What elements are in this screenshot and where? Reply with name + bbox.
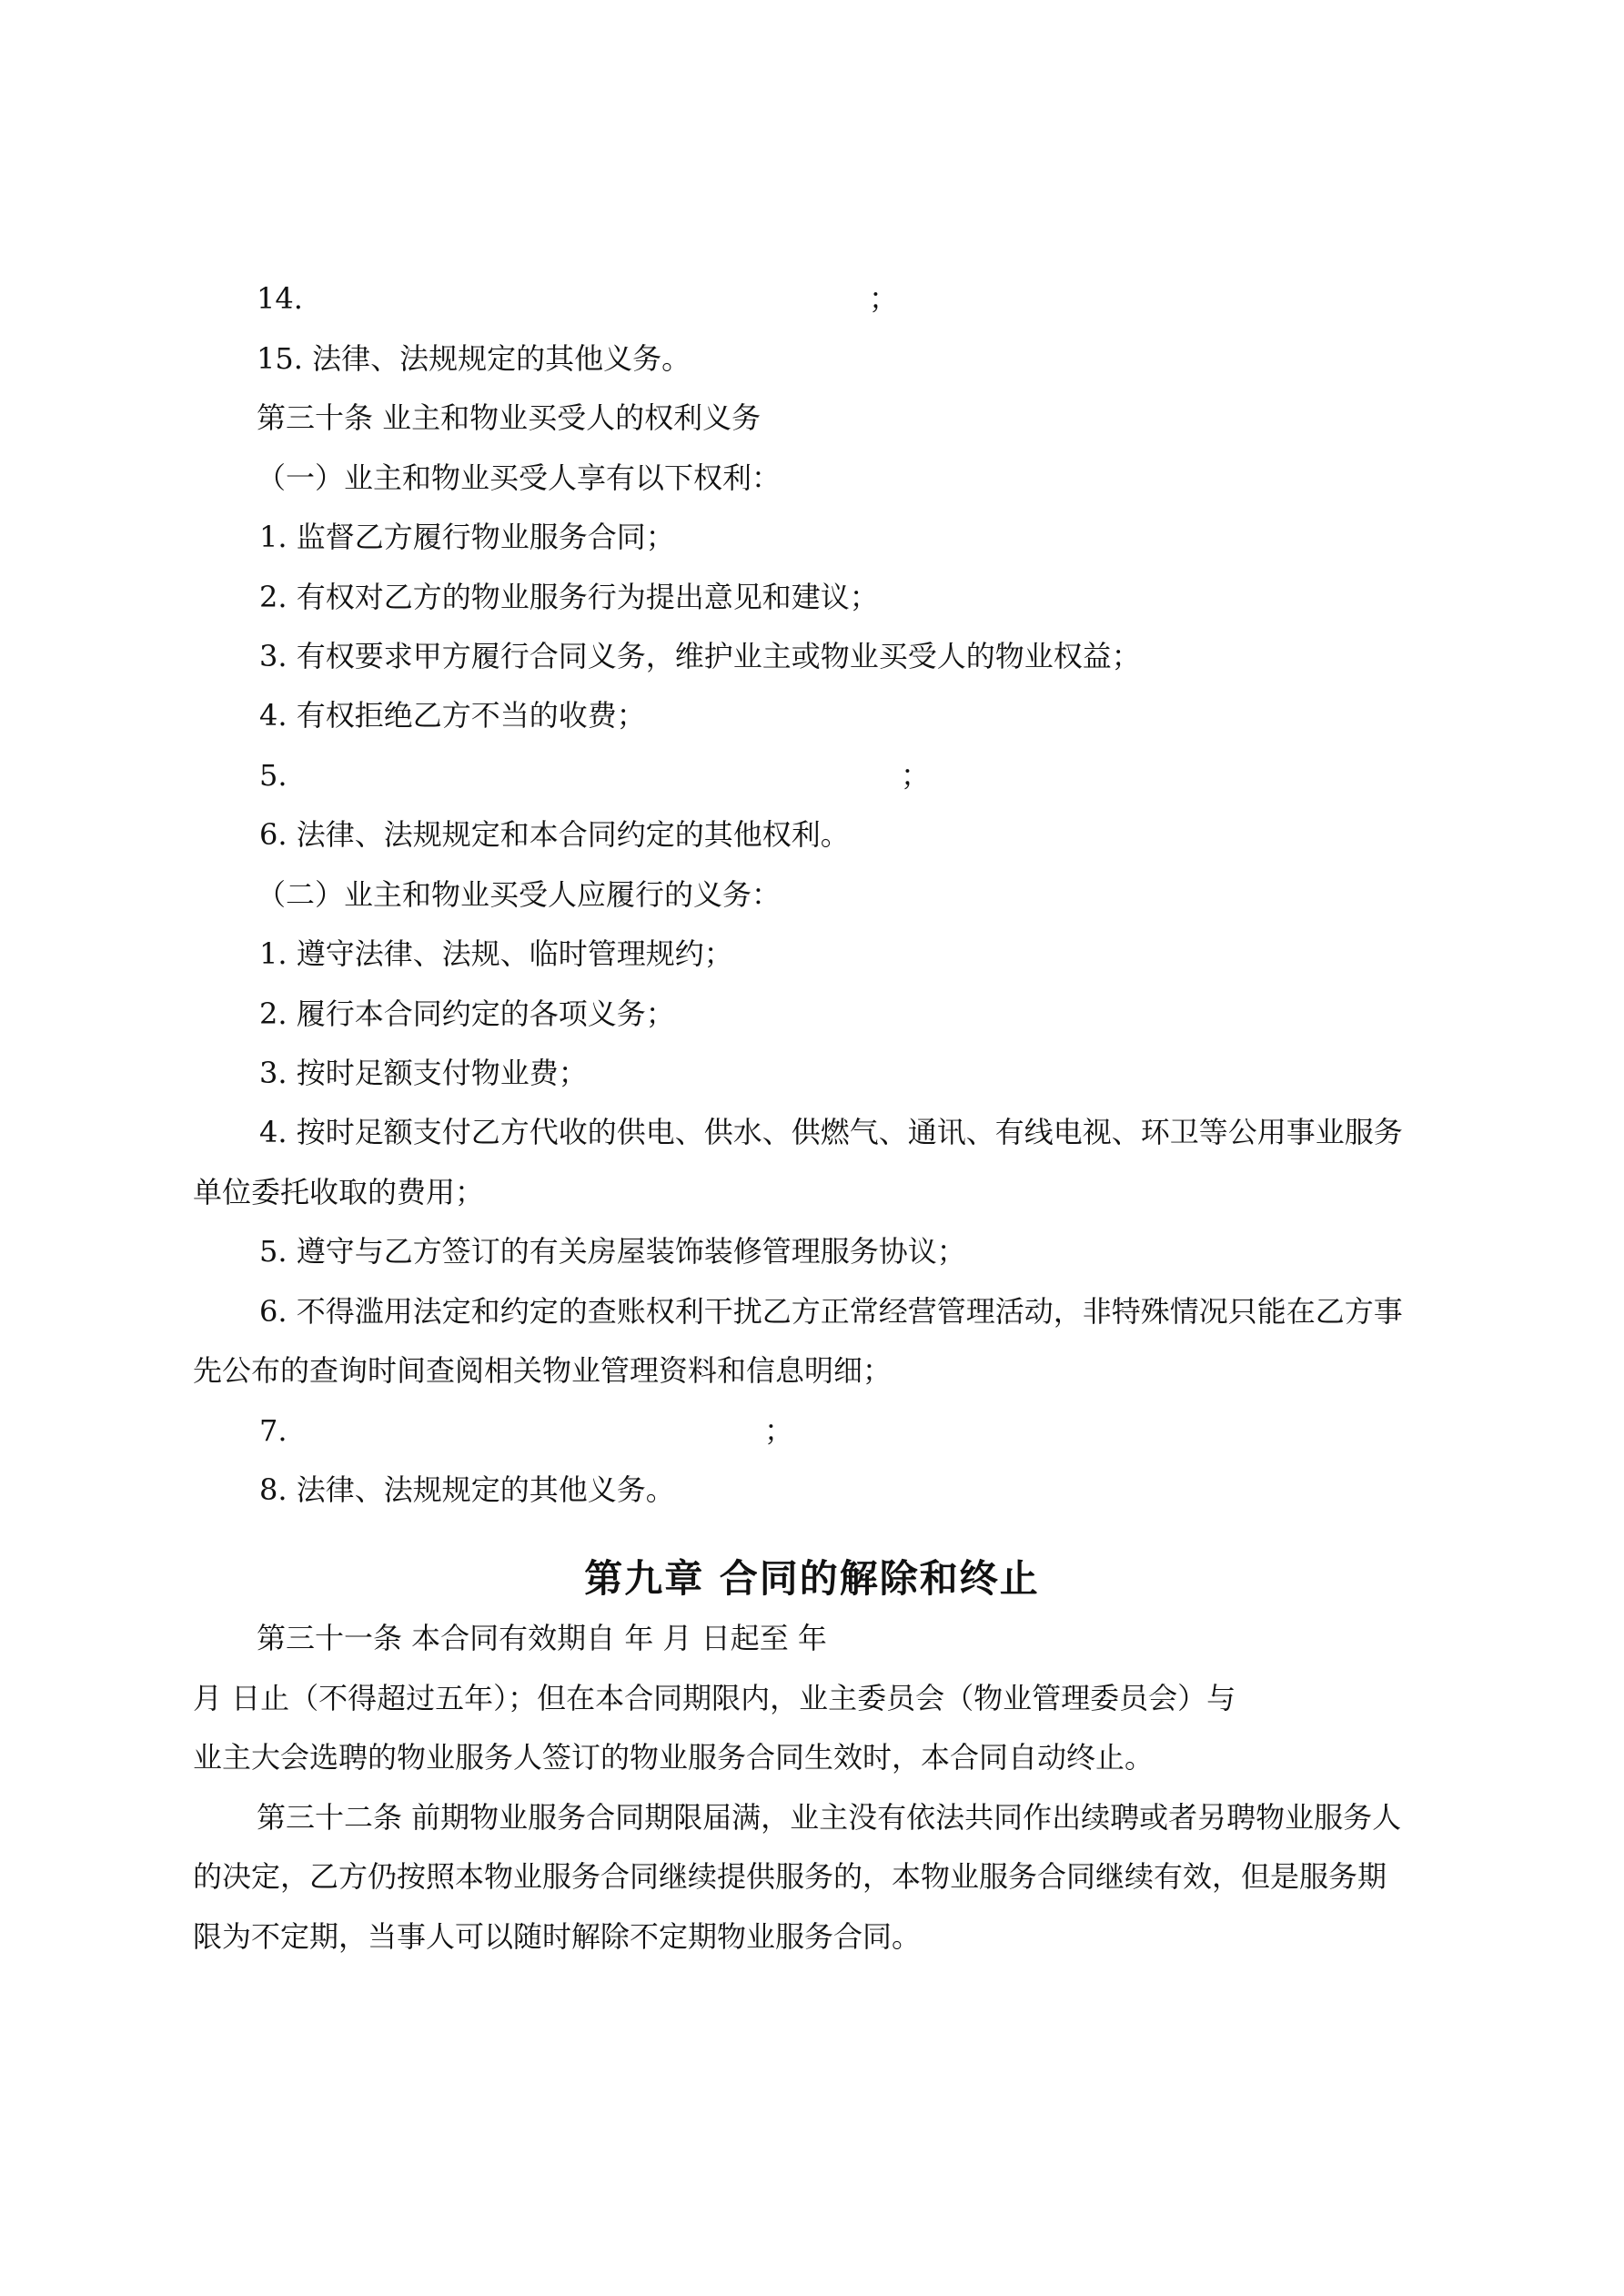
duty-5: 5. 遵守与乙方签订的有关房屋装饰装修管理服务协议；	[259, 1234, 966, 1269]
right-1: 1. 监督乙方履行物业服务合同；	[259, 520, 675, 554]
article-31-line-3: 业主大会选聘的物业服务人签订的物业服务合同生效时，本合同自动终止。	[193, 1740, 1155, 1775]
right-3: 3. 有权要求甲方履行合同义务，维护业主或物业买受人的物业权益；	[259, 639, 1141, 673]
duty-3: 3. 按时足额支付物业费；	[259, 1056, 588, 1090]
article-32-line-3: 限为不定期，当事人可以随时解除不定期物业服务合同。	[193, 1919, 922, 1954]
duty-7-semicolon: ；	[764, 1413, 794, 1448]
article-32-line-2: 的决定，乙方仍按照本物业服务合同继续提供服务的，本物业服务合同继续有效，但是服务期	[193, 1859, 1387, 1894]
duty-1: 1. 遵守法律、法规、临时管理规约；	[259, 936, 733, 971]
article-31-line-2: 月 日止（不得超过五年）；但在本合同期限内，业主委员会（物业管理委员会）与	[193, 1681, 1236, 1715]
right-5-semicolon: ；	[901, 758, 931, 793]
duties-heading: （二）业主和物业买受人应履行的义务：	[257, 877, 782, 912]
right-2: 2. 有权对乙方的物业服务行为提出意见和建议；	[259, 580, 879, 614]
duty-6-line-1: 6. 不得滥用法定和约定的查账权利干扰乙方正常经营管理活动，非特殊情况只能在乙方事	[259, 1294, 1403, 1329]
chapter-9-title: 第九章 合同的解除和终止	[584, 1556, 1040, 1601]
item-14-semicolon: ；	[869, 281, 899, 316]
duty-4-line-1: 4. 按时足额支付乙方代收的供电、供水、供燃气、通讯、有线电视、环卫等公用事业服务	[259, 1115, 1403, 1149]
duty-8: 8. 法律、法规规定的其他义务。	[259, 1472, 675, 1507]
article-32-line-1: 第三十二条 前期物业服务合同期限届满，业主没有依法共同作出续聘或者另聘物业服务人	[257, 1800, 1402, 1835]
rights-heading: （一）业主和物业买受人享有以下权利：	[257, 460, 782, 495]
duty-2: 2. 履行本合同约定的各项义务；	[259, 996, 675, 1031]
duty-4-line-2: 单位委托收取的费用；	[193, 1175, 485, 1209]
item-14-number: 14.	[257, 281, 303, 316]
right-4: 4. 有权拒绝乙方不当的收费；	[259, 698, 646, 733]
duty-7-number: 7.	[259, 1413, 287, 1448]
right-5-number: 5.	[259, 758, 287, 793]
article-30-heading: 第三十条 业主和物业买受人的权利义务	[257, 400, 762, 435]
item-15: 15. 法律、法规规定的其他义务。	[257, 341, 691, 376]
article-31-line-1: 第三十一条 本合同有效期自 年 月 日起至 年	[257, 1621, 827, 1655]
duty-6-line-2: 先公布的查询时间查阅相关物业管理资料和信息明细；	[193, 1353, 893, 1388]
right-6: 6. 法律、法规规定和本合同约定的其他权利。	[259, 817, 850, 852]
